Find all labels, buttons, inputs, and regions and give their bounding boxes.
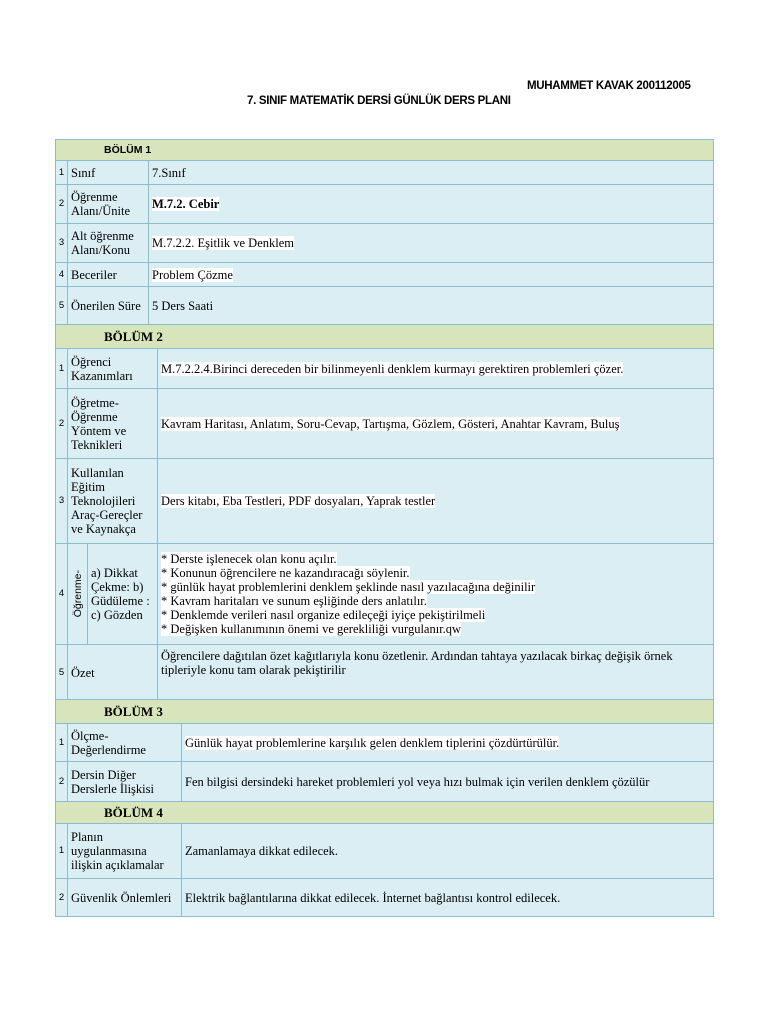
row-number: 2 bbox=[56, 879, 68, 917]
row-number: 2 bbox=[56, 389, 68, 459]
list-item: * Denklemde verileri nasıl organize edileçeği iyiçe pekiştirilmeli bbox=[161, 608, 486, 622]
row-number: 3 bbox=[56, 224, 68, 263]
section-1-title: BÖLÜM 1 bbox=[56, 140, 714, 161]
row-label: Planın uygulanmasına ilişkin açıklamalar bbox=[68, 824, 182, 879]
section-4-table bbox=[55, 801, 714, 917]
page-title: 7. SINIF MATEMATİK DERSİ GÜNLÜK DERS PLANI bbox=[247, 95, 511, 107]
row-number: 1 bbox=[56, 161, 68, 185]
row-value: 7.Sınıf bbox=[149, 161, 714, 185]
row-value: Fen bilgisi dersindeki hareket problemleri yol veya hızı bulmak için verilen denklem çözülür bbox=[182, 762, 714, 802]
row-label: Önerilen Süre bbox=[68, 287, 149, 325]
list-item: * Konunun öğrencilere ne kazandıracağı söylenir. bbox=[161, 566, 410, 580]
list-item: * Kavram haritaları ve sunum eşliğinde ders anlatılır. bbox=[161, 594, 427, 608]
row-label: Sınıf bbox=[68, 161, 149, 185]
table-row bbox=[56, 287, 714, 325]
list-item: * günlük hayat problemlerini denklem şeklinde nasıl yazılacağına değinilir bbox=[161, 580, 536, 594]
row-label: Öğrenci Kazanımları bbox=[68, 349, 158, 389]
row-number: 1 bbox=[56, 824, 68, 879]
row-label: Özet bbox=[68, 645, 158, 701]
row-number: 5 bbox=[56, 287, 68, 325]
row-label: Alt öğrenme Alanı/Konu bbox=[68, 224, 149, 263]
row-number: 1 bbox=[56, 724, 68, 762]
row-label: Ölçme-Değerlendirme bbox=[68, 724, 182, 762]
table-row bbox=[56, 645, 714, 701]
table-row bbox=[56, 824, 714, 879]
row-value: 5 Ders Saati bbox=[149, 287, 714, 325]
table-row bbox=[56, 389, 714, 459]
row-number: 1 bbox=[56, 349, 68, 389]
row-number: 3 bbox=[56, 459, 68, 544]
row-label: Kullanılan Eğitim Teknolojileri Araç-Gereçler ve Kaynakça bbox=[68, 459, 158, 544]
row-value bbox=[158, 544, 714, 645]
section-3-title: BÖLÜM 3 bbox=[56, 700, 714, 724]
row-number: 5 bbox=[56, 645, 68, 701]
row-value: Elektrik bağlantılarına dikkat edilecek. İnternet bağlantısı kontrol edilecek. bbox=[182, 879, 714, 917]
list-item: * Derste işlenecek olan konu açılır. bbox=[161, 552, 337, 566]
author-line: MUHAMMET KAVAK 200112005 bbox=[527, 80, 691, 92]
row-value: M.7.2.2.4.Birinci dereceden bir bilinmeyenli denklem kurmayı gerektiren problemleri çözer. bbox=[158, 349, 714, 389]
table-row bbox=[56, 185, 714, 224]
table-row bbox=[56, 879, 714, 917]
table-row bbox=[56, 224, 714, 263]
row-number: 4 bbox=[56, 263, 68, 287]
row-label: Öğrenme Alanı/Ünite bbox=[68, 185, 149, 224]
row-number: 4 bbox=[56, 544, 68, 645]
row-value: Zamanlamaya dikkat edilecek. bbox=[182, 824, 714, 879]
row-value: Öğrencilere dağıtılan özet kağıtlarıyla konu özetlenir. Ardından tahtaya yazılacak birkaç değişik örnek tipleriyle konu tam olarak pekiştirilir bbox=[158, 645, 714, 701]
row-value: Kavram Haritası, Anlatım, Soru-Cevap, Tartışma, Gözlem, Gösteri, Anahtar Kavram, Buluş bbox=[158, 389, 714, 459]
row-label: Öğretme-Öğrenme Yöntem ve Teknikleri bbox=[68, 389, 158, 459]
row-value: Problem Çözme bbox=[149, 263, 714, 287]
row-label: a) Dikkat Çekme: b) Güdüleme : c) Gözden bbox=[88, 544, 158, 645]
table-row bbox=[56, 762, 714, 802]
table-row bbox=[56, 724, 714, 762]
section-1-table bbox=[55, 139, 714, 325]
list-item: * Değişken kullanımının önemi ve gerekliliği vurgulanır.qw bbox=[161, 622, 462, 636]
section-2-table bbox=[55, 324, 714, 701]
row-value: Ders kitabı, Eba Testleri, PDF dosyaları, Yaprak testler bbox=[158, 459, 714, 544]
row-label: Dersin Diğer Derslerle İlişkisi bbox=[68, 762, 182, 802]
section-2-title: BÖLÜM 2 bbox=[56, 325, 714, 349]
row-value: M.7.2. Cebir bbox=[149, 185, 714, 224]
row-value: M.7.2.2. Eşitlik ve Denklem bbox=[149, 224, 714, 263]
section-3-table bbox=[55, 699, 714, 802]
table-row bbox=[56, 349, 714, 389]
table-row bbox=[56, 459, 714, 544]
table-row bbox=[56, 161, 714, 185]
section-4-title: BÖLÜM 4 bbox=[56, 802, 714, 824]
vertical-label: Öğrenme- bbox=[68, 544, 88, 645]
table-row bbox=[56, 544, 714, 645]
row-label: Beceriler bbox=[68, 263, 149, 287]
row-label: Güvenlik Önlemleri bbox=[68, 879, 182, 917]
row-number: 2 bbox=[56, 185, 68, 224]
row-value: Günlük hayat problemlerine karşılık gelen denklem tiplerini çözdürtürülür. bbox=[182, 724, 714, 762]
table-row bbox=[56, 263, 714, 287]
row-number: 2 bbox=[56, 762, 68, 802]
